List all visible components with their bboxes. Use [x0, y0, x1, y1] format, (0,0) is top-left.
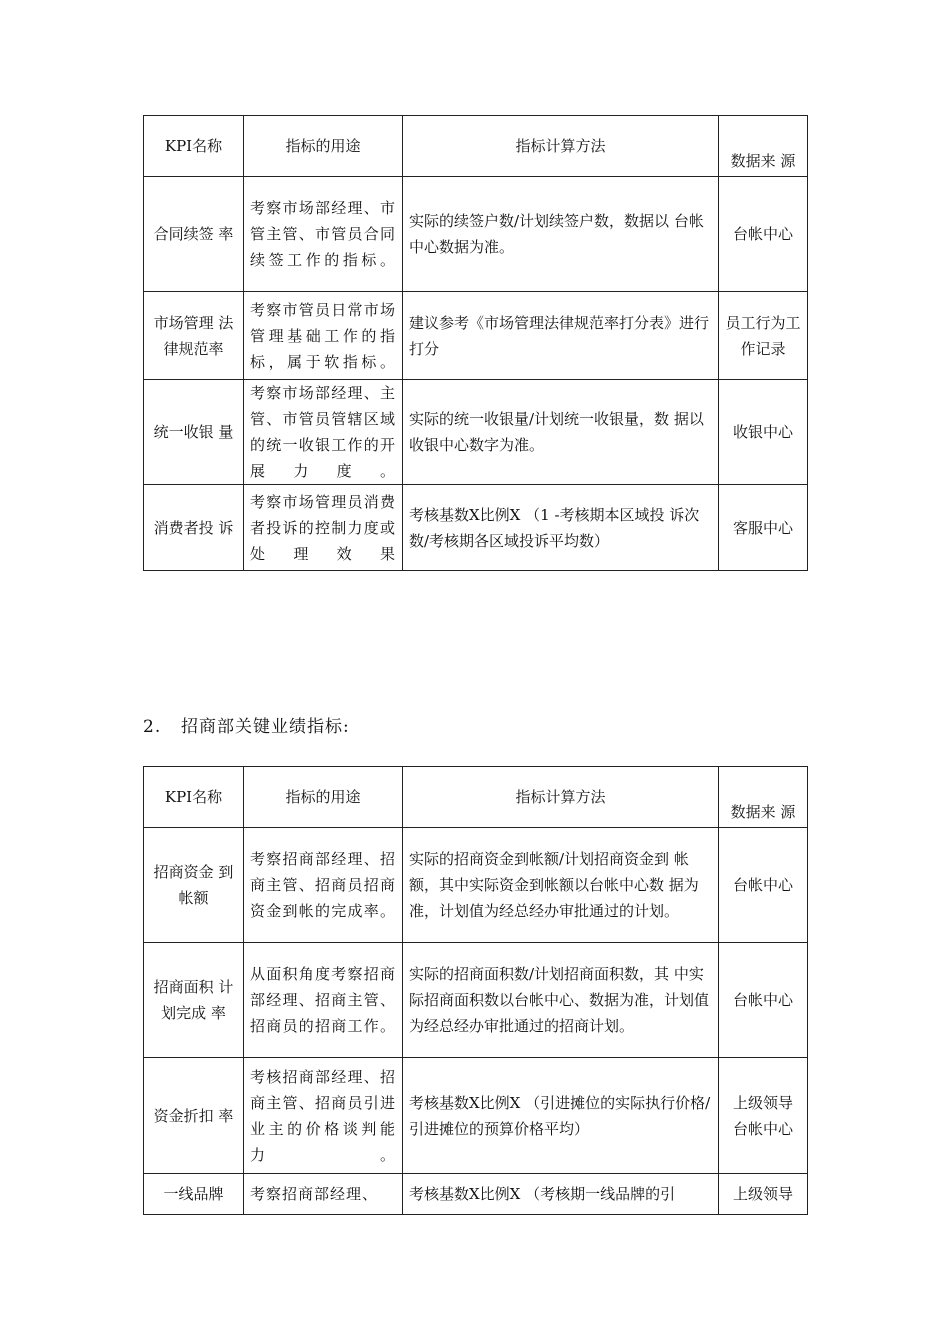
kpi-usage-cell: 考察市场管理员消费者投诉的控制力度或处理效果 — [244, 485, 403, 571]
kpi-name-cell: 资金折扣 率 — [144, 1058, 244, 1174]
kpi-source-cell: 台帐中心 — [719, 943, 808, 1058]
kpi-method-cell: 实际的招商资金到帐额/计划招商资金到 帐额，其中实际资金到帐额以台帐中心数 据为准，计划值为经总经办审批通过的计划。 — [403, 828, 719, 943]
kpi-method-cell: 考核基数X比例X （1 -考核期本区域投 诉次数/考核期各区域投诉平均数） — [403, 485, 719, 571]
header-usage: 指标的用途 — [244, 116, 403, 177]
kpi-method-cell: 实际的招商面积数/计划招商面积数，其 中实际招商面积数以台帐中心、数据为准，计划值为经总经办审批通过的招商计划。 — [403, 943, 719, 1058]
header-kpi-name: KPI名称 — [144, 767, 244, 828]
kpi-usage-cell: 考察市管员日常市场管理基础工作的指标，属于软指标。 — [244, 292, 403, 380]
kpi-name-cell: 招商资金 到帐额 — [144, 828, 244, 943]
header-data-source: 数据来 源 — [719, 116, 808, 177]
table-row — [144, 943, 808, 1058]
header-data-source: 数据来 源 — [719, 767, 808, 828]
section-heading — [143, 712, 350, 737]
table-row — [144, 1174, 808, 1215]
table-row — [144, 380, 808, 485]
kpi-usage-cell: 考察招商部经理、 — [244, 1174, 403, 1215]
table-row — [144, 485, 808, 571]
kpi-name-cell: 一线品牌 — [144, 1174, 244, 1215]
kpi-name-cell: 招商面积 计划完成 率 — [144, 943, 244, 1058]
kpi-usage-cell: 考察市场部经理、主管、市管员管辖区域的统一收银工作的开展力度。 — [244, 380, 403, 485]
kpi-usage-cell: 考察招商部经理、招商主管、招商员招商资金到帐的完成率。 — [244, 828, 403, 943]
kpi-method-cell: 建议参考《市场管理法律规范率打分表》进行 打分 — [403, 292, 719, 380]
kpi-name-cell: 合同续签 率 — [144, 177, 244, 292]
kpi-usage-cell: 考核招商部经理、招商主管、招商员引进业主的价格谈判能力。 — [244, 1058, 403, 1174]
table-row — [144, 828, 808, 943]
kpi-method-cell: 实际的续签户数/计划续签户数，数据以 台帐中心数据为准。 — [403, 177, 719, 292]
header-calc-method: 指标计算方法 — [403, 767, 719, 828]
kpi-method-cell: 考核基数X比例X （考核期一线品牌的引 — [403, 1174, 719, 1215]
kpi-method-cell: 实际的统一收银量/计划统一收银量，数 据以收银中心数字为准。 — [403, 380, 719, 485]
kpi-usage-cell: 从面积角度考察招商部经理、招商主管、招商员的招商工作。 — [244, 943, 403, 1058]
header-calc-method: 指标计算方法 — [403, 116, 719, 177]
kpi-source-cell: 收银中心 — [719, 380, 808, 485]
kpi-source-cell: 上级领导 台帐中心 — [719, 1058, 808, 1174]
kpi-source-cell: 台帐中心 — [719, 177, 808, 292]
section-number: 2. — [143, 717, 162, 737]
header-usage: 指标的用途 — [244, 767, 403, 828]
table-row — [144, 177, 808, 292]
kpi-table-market — [143, 115, 808, 571]
kpi-name-cell: 统一收银 量 — [144, 380, 244, 485]
table-row — [144, 292, 808, 380]
section-title-text: 招商部关键业绩指标: — [181, 717, 350, 737]
kpi-method-cell: 考核基数X比例X （引进摊位的实际执行价格/引进摊位的预算价格平均） — [403, 1058, 719, 1174]
kpi-source-cell: 台帐中心 — [719, 828, 808, 943]
kpi-source-cell: 客服中心 — [719, 485, 808, 571]
kpi-source-cell: 上级领导 — [719, 1174, 808, 1215]
kpi-table-investment — [143, 766, 808, 1215]
table-header-row — [144, 767, 808, 828]
table-row — [144, 1058, 808, 1174]
kpi-source-cell: 员工行为工作记录 — [719, 292, 808, 380]
kpi-name-cell: 市场管理 法律规范率 — [144, 292, 244, 380]
kpi-usage-cell: 考察市场部经理、市管主管、市管员合同续签工作的指标。 — [244, 177, 403, 292]
kpi-name-cell: 消费者投 诉 — [144, 485, 244, 571]
table-header-row — [144, 116, 808, 177]
header-kpi-name: KPI名称 — [144, 116, 244, 177]
